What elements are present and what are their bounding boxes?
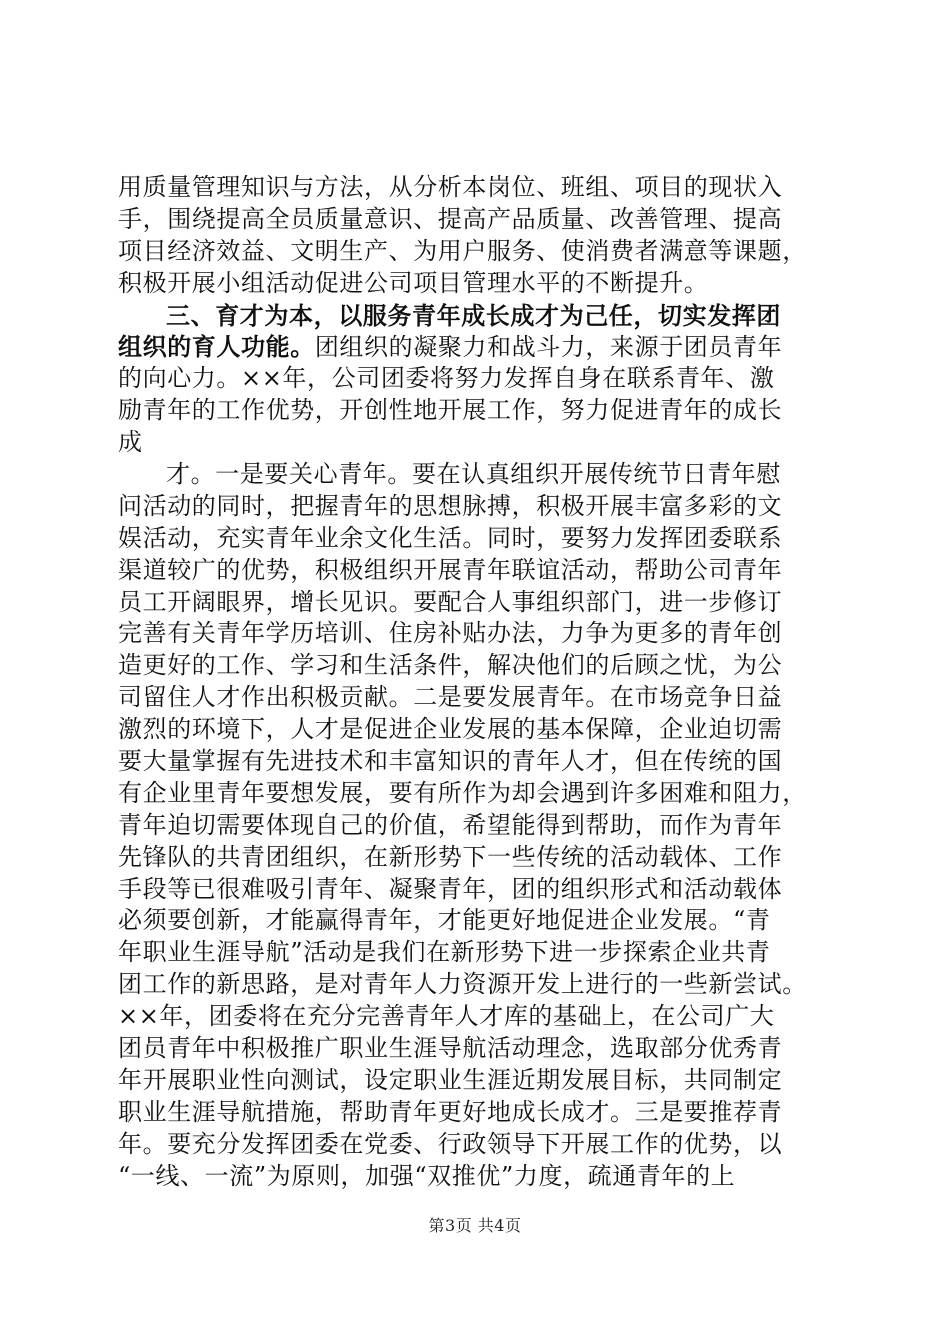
- line-text: 成: [118, 428, 143, 457]
- line-text: 的向心力。××年，公司团委将努力发挥自身在联系青年、激: [118, 364, 775, 393]
- line-text: 司留住人才作出积极贡献。二是要发展青年。在市场竞争日益: [118, 683, 783, 712]
- text-line: [118, 1065, 838, 1097]
- text-line: [118, 204, 838, 236]
- line-text: 先锋队的共青团组织，在新形势下一些传统的活动载体、工作: [118, 842, 783, 871]
- line-text: 渠道较广的优势，积极组织开展青年联谊活动，帮助公司青年: [118, 555, 783, 584]
- line-text: 要大量掌握有先进技术和丰富知识的青年人才，但在传统的国: [118, 747, 783, 776]
- line-text: 有企业里青年要想发展，要有所作为却会遇到许多困难和阻力，: [118, 778, 807, 807]
- line-text: 用质量管理知识与方法，从分析本岗位、班组、项目的现状入: [118, 173, 783, 201]
- line-text: 年。要充分发挥团委在党委、行政领导下开展工作的优势，以: [118, 1129, 783, 1158]
- text-line: [118, 1033, 838, 1065]
- text-line: [118, 523, 838, 555]
- text-line: [118, 331, 838, 363]
- text-line: [118, 363, 838, 395]
- text-line: [118, 969, 838, 1001]
- line-text: 团员青年中积极推广职业生涯导航活动理念，选取部分优秀青: [118, 1034, 783, 1063]
- text-line: [118, 746, 838, 778]
- line-text: 必须要创新，才能赢得青年，才能更好地促进企业发展。“青: [118, 906, 771, 935]
- text-line: [118, 268, 838, 300]
- text-line: [118, 1129, 838, 1161]
- line-text: 问活动的同时，把握青年的思想脉搏，积极开展丰富多彩的文: [118, 491, 783, 520]
- bold-heading-text: 三、育才为本，以服务青年成长成才为己任，切实发挥团: [166, 300, 781, 330]
- line-text: “一线、一流”为原则，加强“双推优”力度，疏通青年的上: [118, 1161, 736, 1190]
- text-line: [118, 682, 838, 714]
- text-line: [118, 874, 838, 906]
- text-line: [118, 937, 838, 969]
- line-text: 年职业生涯导航”活动是我们在新形势下进一步探索企业共青: [118, 938, 771, 967]
- body-text: [118, 172, 838, 1193]
- text-line: [118, 810, 838, 842]
- line-text: 娱活动，充实青年业余文化生活。同时，要努力发挥团委联系: [118, 523, 783, 552]
- text-line: [118, 395, 838, 427]
- text-line: [118, 427, 838, 459]
- line-text: 积极开展小组活动促进公司项目管理水平的不断提升。: [118, 268, 709, 297]
- line-text: 激烈的环境下，人才是促进企业发展的基本保障，企业迫切需: [118, 715, 783, 744]
- text-line: [118, 842, 838, 874]
- text-line: [118, 905, 838, 937]
- line-text: 团工作的新思路，是对青年人力资源开发上进行的一些新尝试。: [118, 970, 807, 999]
- text-line: [118, 714, 838, 746]
- text-line: [118, 491, 838, 523]
- line-text: 造更好的工作、学习和生活条件，解决他们的后顾之忧，为公: [118, 651, 783, 680]
- text-line: [118, 587, 838, 619]
- line-text: 项目经济效益、文明生产、为用户服务、使消费者满意等课题，: [118, 236, 807, 265]
- text-line: [118, 1097, 838, 1129]
- text-line: [118, 459, 838, 491]
- text-line: [118, 1161, 838, 1193]
- line-text: 青年迫切需要体现自己的价值，希望能得到帮助，而作为青年: [118, 810, 783, 839]
- text-line: [118, 236, 838, 268]
- line-text: 手，围绕提高全员质量意识、提高产品质量、改善管理、提高: [118, 204, 783, 233]
- line-text: ××年，团委将在充分完善青年人才库的基础上，在公司广大: [118, 1002, 775, 1031]
- text-line: [118, 618, 838, 650]
- line-text: 团组织的凝聚力和战斗力，来源于团员青年: [314, 333, 783, 362]
- bold-heading-text: 组织的育人功能。: [118, 332, 315, 362]
- line-text: 才。一是要关心青年。要在认真组织开展传统节日青年慰: [166, 460, 781, 489]
- text-line: [118, 172, 838, 204]
- line-text: 完善有关青年学历培训、住房补贴办法，力争为更多的青年创: [118, 619, 783, 648]
- line-text: 手段等已很难吸引青年、凝聚青年，团的组织形式和活动载体: [118, 874, 783, 903]
- text-line: [118, 650, 838, 682]
- page-footer: 第3页 共4页: [428, 1216, 522, 1235]
- text-line: [118, 555, 838, 587]
- text-line: [118, 300, 838, 332]
- line-text: 职业生涯导航措施，帮助青年更好地成长成才。三是要推荐青: [118, 1097, 783, 1126]
- line-text: 员工开阔眼界，增长见识。要配合人事组织部门，进一步修订: [118, 587, 783, 616]
- line-text: 励青年的工作优势，开创性地开展工作，努力促进青年的成长: [118, 396, 783, 425]
- text-line: [118, 778, 838, 810]
- text-line: [118, 1001, 838, 1033]
- line-text: 年开展职业性向测试，设定职业生涯近期发展目标，共同制定: [118, 1065, 783, 1094]
